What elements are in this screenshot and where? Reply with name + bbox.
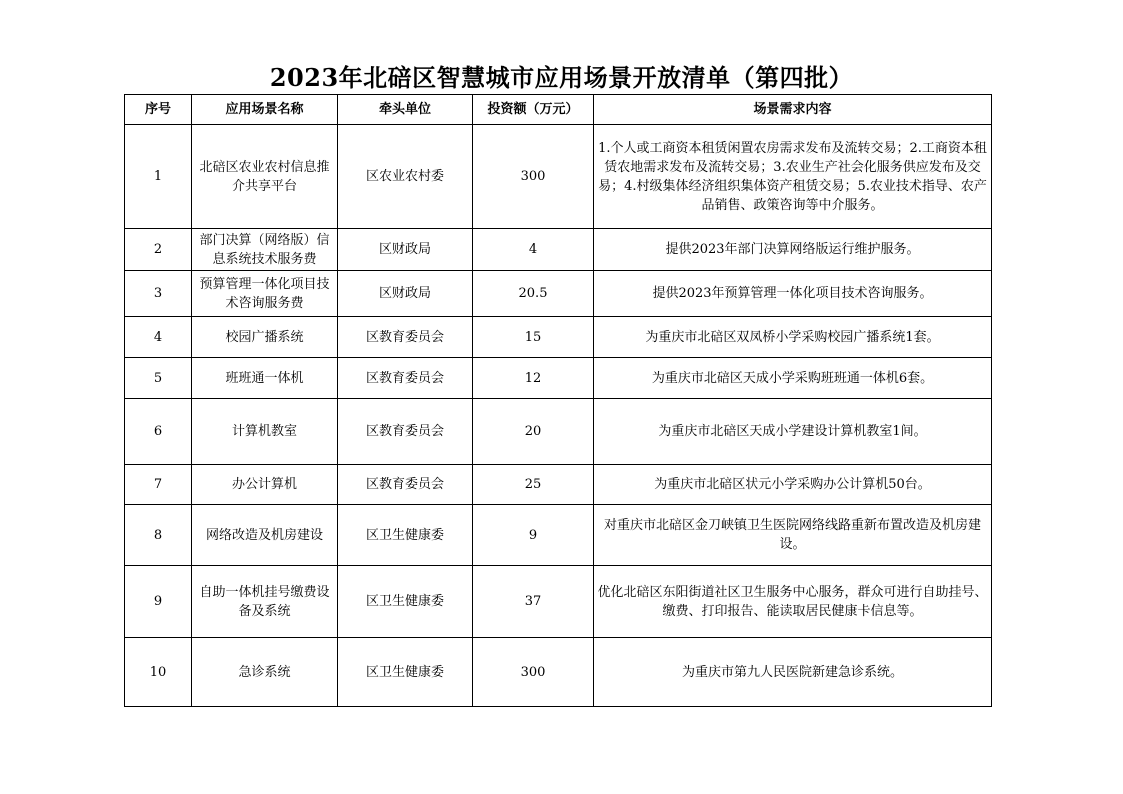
cell-amount: 15	[473, 317, 594, 358]
cell-no: 6	[125, 399, 192, 465]
cell-no: 10	[125, 638, 192, 707]
cell-content: 为重庆市第九人民医院新建急诊系统。	[594, 638, 992, 707]
cell-no: 7	[125, 465, 192, 505]
table-row	[125, 317, 992, 358]
table-header-row	[125, 95, 992, 125]
cell-amount: 37	[473, 566, 594, 638]
cell-no: 9	[125, 566, 192, 638]
table-row	[125, 638, 992, 707]
cell-no: 3	[125, 271, 192, 317]
table-row	[125, 125, 992, 229]
cell-no: 1	[125, 125, 192, 229]
cell-content: 提供2023年部门决算网络版运行维护服务。	[594, 229, 992, 271]
cell-name: 急诊系统	[192, 638, 338, 707]
table-row	[125, 229, 992, 271]
cell-unit: 区教育委员会	[338, 317, 473, 358]
cell-unit: 区教育委员会	[338, 399, 473, 465]
cell-content: 1.个人或工商资本租赁闲置农房需求发布及流转交易；2.工商资本租赁农地需求发布及流转交易；3.农业生产社会化服务供应发布及交易；4.村级集体经济组织集体资产租赁交易；5.农业技术指导、农产品销售、政策咨询等中介服务。	[594, 125, 992, 229]
cell-name: 部门决算（网络版）信息系统技术服务费	[192, 229, 338, 271]
cell-no: 4	[125, 317, 192, 358]
table-row	[125, 505, 992, 566]
cell-content: 提供2023年预算管理一体化项目技术咨询服务。	[594, 271, 992, 317]
cell-name: 网络改造及机房建设	[192, 505, 338, 566]
cell-content: 为重庆市北碚区状元小学采购办公计算机50台。	[594, 465, 992, 505]
cell-content: 为重庆市北碚区双凤桥小学采购校园广播系统1套。	[594, 317, 992, 358]
cell-content: 为重庆市北碚区天成小学建设计算机教室1间。	[594, 399, 992, 465]
header-lead-unit: 牵头单位	[338, 95, 473, 125]
cell-no: 8	[125, 505, 192, 566]
cell-unit: 区卫生健康委	[338, 638, 473, 707]
cell-name: 计算机教室	[192, 399, 338, 465]
cell-name: 办公计算机	[192, 465, 338, 505]
table-row	[125, 271, 992, 317]
cell-name: 北碚区农业农村信息推介共享平台	[192, 125, 338, 229]
table-row	[125, 399, 992, 465]
cell-unit: 区教育委员会	[338, 358, 473, 399]
header-scenario-name: 应用场景名称	[192, 95, 338, 125]
cell-amount: 20.5	[473, 271, 594, 317]
cell-amount: 9	[473, 505, 594, 566]
cell-name: 班班通一体机	[192, 358, 338, 399]
cell-unit: 区教育委员会	[338, 465, 473, 505]
cell-name: 校园广播系统	[192, 317, 338, 358]
cell-content: 对重庆市北碚区金刀峡镇卫生医院网络线路重新布置改造及机房建设。	[594, 505, 992, 566]
cell-unit: 区财政局	[338, 271, 473, 317]
cell-name: 自助一体机挂号缴费设备及系统	[192, 566, 338, 638]
cell-amount: 300	[473, 638, 594, 707]
cell-no: 5	[125, 358, 192, 399]
cell-no: 2	[125, 229, 192, 271]
header-no: 序号	[125, 95, 192, 125]
cell-amount: 4	[473, 229, 594, 271]
cell-amount: 300	[473, 125, 594, 229]
header-requirement: 场景需求内容	[594, 95, 992, 125]
cell-unit: 区卫生健康委	[338, 505, 473, 566]
header-investment: 投资额（万元）	[473, 95, 594, 125]
cell-unit: 区财政局	[338, 229, 473, 271]
cell-name: 预算管理一体化项目技术咨询服务费	[192, 271, 338, 317]
scenario-table	[124, 94, 992, 707]
table-row	[125, 465, 992, 505]
cell-unit: 区农业农村委	[338, 125, 473, 229]
cell-unit: 区卫生健康委	[338, 566, 473, 638]
cell-amount: 12	[473, 358, 594, 399]
cell-amount: 25	[473, 465, 594, 505]
cell-content: 为重庆市北碚区天成小学采购班班通一体机6套。	[594, 358, 992, 399]
cell-amount: 20	[473, 399, 594, 465]
table-row	[125, 566, 992, 638]
cell-content: 优化北碚区东阳街道社区卫生服务中心服务，群众可进行自助挂号、缴费、打印报告、能读取居民健康卡信息等。	[594, 566, 992, 638]
table-row	[125, 358, 992, 399]
document-title: 2023年北碚区智慧城市应用场景开放清单（第四批）	[269, 63, 854, 92]
